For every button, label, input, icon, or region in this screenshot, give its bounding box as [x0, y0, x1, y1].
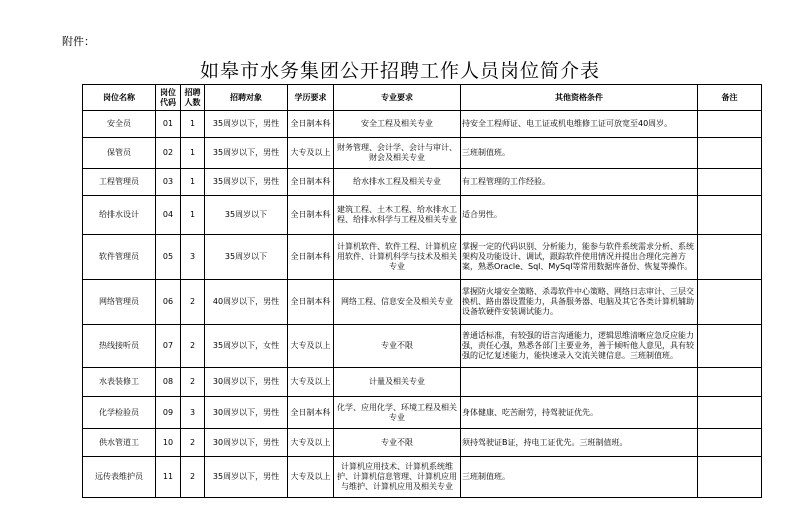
cell-name: 工程管理员: [83, 169, 156, 196]
cell-code: 07: [156, 325, 181, 368]
cell-target: 35周岁以下，男性: [205, 169, 288, 196]
cell-name: 化学检验员: [83, 397, 156, 429]
table-row: [83, 397, 762, 429]
header-target: 招聘对象: [205, 85, 288, 111]
cell-note: [698, 325, 762, 368]
cell-target: 35周岁以下，女性: [205, 325, 288, 368]
cell-target: 35周岁以下: [205, 196, 288, 235]
cell-major: 计算机软件、软件工程、计算机应用软件、计算机科学与技术及相关专业: [334, 235, 461, 280]
cell-code: 08: [156, 368, 181, 397]
cell-count: 1: [181, 169, 205, 196]
cell-target: 30周岁以下，男性: [205, 429, 288, 457]
cell-name: 水表装修工: [83, 368, 156, 397]
cell-target: 35周岁以下: [205, 235, 288, 280]
header-code: 岗位代码: [156, 85, 181, 111]
cell-code: 05: [156, 235, 181, 280]
cell-note: [698, 457, 762, 498]
cell-name: 供水管道工: [83, 429, 156, 457]
cell-major: 建筑工程、土木工程、给水排水工程、给排水科学与工程及相关专业: [334, 196, 461, 235]
cell-edu: 大专及以上: [288, 368, 334, 397]
cell-code: 01: [156, 111, 181, 138]
cell-name: 热线接听员: [83, 325, 156, 368]
cell-target: 40周岁以下，男性: [205, 280, 288, 325]
cell-other: 掌握一定的代码识别、分析能力，能参与软件系统需求分析、系统架构及功能设计、调试，跟踪软件使用情况并提出合理化完善方案，熟悉Oracle、Sql、MySql等常用数据库备份、恢复等操作。: [461, 235, 698, 280]
cell-count: 2: [181, 429, 205, 457]
header-count: 招聘人数: [181, 85, 205, 111]
cell-count: 2: [181, 325, 205, 368]
cell-major: 网络工程、信息安全及相关专业: [334, 280, 461, 325]
cell-name: 保管员: [83, 138, 156, 169]
cell-edu: 大专及以上: [288, 457, 334, 498]
cell-edu: 全日制本科: [288, 196, 334, 235]
cell-count: 2: [181, 280, 205, 325]
cell-major: 化学、应用化学、环境工程及相关专业: [334, 397, 461, 429]
cell-name: 网络管理员: [83, 280, 156, 325]
table-row: [83, 196, 762, 235]
cell-other: 有工程管理的工作经验。: [461, 169, 698, 196]
cell-other: 适合男性。: [461, 196, 698, 235]
cell-major: 专业不限: [334, 429, 461, 457]
table-row: [83, 235, 762, 280]
cell-count: 1: [181, 138, 205, 169]
cell-other: [461, 368, 698, 397]
cell-other: 须持驾驶证B证，持电工证优先。三班制值班。: [461, 429, 698, 457]
cell-edu: 全日制本科: [288, 169, 334, 196]
attachment-label: 附件：: [62, 35, 95, 48]
cell-major: 给水排水工程及相关专业: [334, 169, 461, 196]
cell-edu: 大专及以上: [288, 325, 334, 368]
cell-count: 3: [181, 235, 205, 280]
cell-name: 给排水设计: [83, 196, 156, 235]
job-table: [82, 84, 762, 498]
cell-other: 持安全工程师证、电工证或机电维修工证可放宽至40周岁。: [461, 111, 698, 138]
cell-code: 06: [156, 280, 181, 325]
header-major: 专业要求: [334, 85, 461, 111]
cell-other: 三班制值班。: [461, 138, 698, 169]
cell-major: 计算机应用技术、计算机系统维护、计算机信息管理、计算机应用与维护、计算机应用及相关专业: [334, 457, 461, 498]
cell-edu: 全日制本科: [288, 280, 334, 325]
cell-count: 2: [181, 368, 205, 397]
header-name: 岗位名称: [83, 85, 156, 111]
cell-note: [698, 429, 762, 457]
cell-target: 30周岁以下，男性: [205, 397, 288, 429]
cell-edu: 大专及以上: [288, 138, 334, 169]
table-row: [83, 429, 762, 457]
cell-note: [698, 397, 762, 429]
cell-count: 3: [181, 397, 205, 429]
cell-code: 10: [156, 429, 181, 457]
table-row: [83, 325, 762, 368]
header-other: 其他资格条件: [461, 85, 698, 111]
header-edu: 学历要求: [288, 85, 334, 111]
cell-note: [698, 111, 762, 138]
cell-other: 身体健康、吃苦耐劳，持驾驶证优先。: [461, 397, 698, 429]
cell-target: 35周岁以下，男性: [205, 457, 288, 498]
page-title: 如皋市水务集团公开招聘工作人员岗位简介表: [199, 60, 600, 82]
cell-edu: 全日制本科: [288, 235, 334, 280]
cell-note: [698, 169, 762, 196]
table-row: [83, 169, 762, 196]
cell-major: 财务管理、会计学、会计与审计、财会及相关专业: [334, 138, 461, 169]
cell-major: 专业不限: [334, 325, 461, 368]
cell-note: [698, 138, 762, 169]
table-row: [83, 138, 762, 169]
header-row: [83, 85, 762, 111]
cell-code: 11: [156, 457, 181, 498]
cell-code: 09: [156, 397, 181, 429]
cell-note: [698, 235, 762, 280]
cell-code: 03: [156, 169, 181, 196]
cell-count: 1: [181, 196, 205, 235]
cell-major: 安全工程及相关专业: [334, 111, 461, 138]
table-row: [83, 457, 762, 498]
table-row: [83, 111, 762, 138]
cell-count: 2: [181, 457, 205, 498]
cell-note: [698, 368, 762, 397]
cell-name: 远传表维护员: [83, 457, 156, 498]
header-note: 备注: [698, 85, 762, 111]
cell-name: 安全员: [83, 111, 156, 138]
cell-note: [698, 196, 762, 235]
cell-note: [698, 280, 762, 325]
cell-code: 02: [156, 138, 181, 169]
cell-other: 三班制值班。: [461, 457, 698, 498]
cell-edu: 全日制本科: [288, 397, 334, 429]
cell-edu: 大专及以上: [288, 429, 334, 457]
cell-edu: 全日制本科: [288, 111, 334, 138]
cell-code: 04: [156, 196, 181, 235]
cell-count: 1: [181, 111, 205, 138]
cell-name: 软件管理员: [83, 235, 156, 280]
table-row: [83, 368, 762, 397]
cell-other: 掌握防火墙安全策略、杀毒软件中心策略、网络日志审计、三层交换机、路由器设置能力，具备服务器、电脑及其它各类计算机辅助设备软硬件安装调试能力。: [461, 280, 698, 325]
cell-target: 35周岁以下，男性: [205, 138, 288, 169]
cell-other: 普通话标准，有较强的语言沟通能力，逻辑思维清晰应急反应能力强，责任心强，熟悉各部门主要业务，善于倾听他人意见，具有较强的记忆复述能力，能快速录入交流关键信息。三班制值班。: [461, 325, 698, 368]
cell-target: 30周岁以下，男性: [205, 368, 288, 397]
table-row: [83, 280, 762, 325]
cell-major: 计量及相关专业: [334, 368, 461, 397]
cell-target: 35周岁以下，男性: [205, 111, 288, 138]
